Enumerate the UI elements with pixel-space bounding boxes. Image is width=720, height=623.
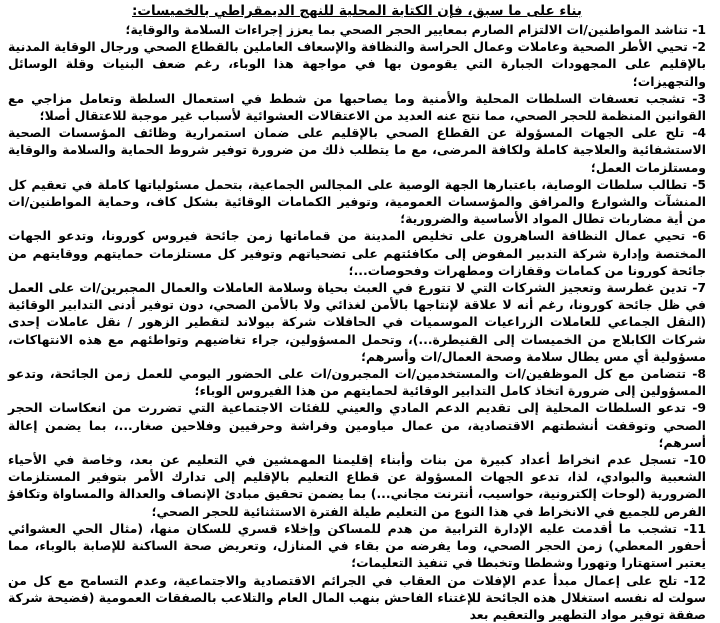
paragraph-5: 5- تطالب سلطات الوصاية، باعتبارها الجهة الوصية على المجالس الجماعية، بتحمل مسئولياتها كاملة في تعقيم كل المنشآت والشوارع والمرافق والمؤسسات العمومية، وتوفير الكمامات الوقائية بشكل كاف، وحماية المواطنين/ات من أية مضاربات تطال المواد الأساسية والضرورية؛ [8,176,706,228]
paragraph-2: 2- تحيي الأطر الصحية وعاملات وعمال الحراسة والنظافة والإسعاف العاملين بالقطاع الصحي ورجال الوقاية المدنية بالإقليم على المجهودات الجبارة التي يقومون بها في مواجهة هذا الوباء، رغم ضعف البنيات وقلة الوسائل والتجهيزات؛ [8,38,706,90]
paragraph-3: 3- تشجب تعسفات السلطات المحلية والأمنية وما يصاحبها من شطط في استعمال السلطة وتعامل مزاجي مع القوانين المنظمة للحجر الصحي، مما نتج عنه العديد من الاعتقالات العشوائية لأسباب غير موجبة للاعتقال أصلا؛ [8,90,706,124]
paragraph-12: 12- تلح على إعمال مبدأ عدم الإفلات من العقاب في الجرائم الاقتصادية والاجتماعية، وعدم التسامح مع كل من سولت له نفسه استغلال هذه الجائحة للإغتناء الفاحش بنهب المال العام والتلاعب بالصفقات العمومية (فضيحة شركة صفقة توفير مواد التطهير والتعقيم بعد [8,572,706,623]
paragraph-6: 6- تحيي عمال النظافة الساهرون على تخليص المدينة من قماماتها زمن جائحة فيروس كورونا، وتدعو الجهات المختصة وإدارة شركة التدبير المفوض إلى مكافئتهم على تضحياتهم وتوفير كل مستلزمات حمايتهم ووقايتهم من جائحة كورونا من كمامات وقفازات ومطهرات وفحوصات...؛ [8,227,706,279]
paragraph-4: 4- تلح على الجهات المسؤولة عن القطاع الصحي بالإقليم على ضمان استمرارية وظائف المؤسسات الصحية الاستشفائية والعلاجية كاملة ولكافة المرضى، مع ما يتطلب ذلك من ضرورة توفير شروط الحماية والسلامة والوقاية ومستلزمات العمل؛ [8,124,706,176]
paragraph-1: 1- تناشد المواطنين/ات الالتزام الصارم بمعايير الحجر الصحي بما يعزز إجراءات السلامة والوقاية؛ [8,21,706,38]
paragraph-9: 9- تدعو السلطات المحلية إلى تقديم الدعم المادي والعيني للفئات الاجتماعية التي تضررت من انعكاسات الحجر الصحي وتوقفت أنشطتهم الاقتصادية، من عمال مياومين وفراشة وحرفيين وفلاحين صغار...، بما يضمن إعالة أسرهم؛ [8,399,706,451]
paragraph-11: 11- تشجب ما أقدمت عليه الإدارة الترابية من هدم للمساكن وإخلاء قسري للسكان منها، (مثال الحي العشوائي أحفور المعطي) زمن الحجر الصحي، وما يفرضه من بقاء في المنازل، وتعريض صحة الساكنة للإصابة بالوباء، مما يعتبر استهتارا وتهورا وشططا وتخبطا في تنفيذ التعليمات؛ [8,520,706,572]
paragraph-7: 7- تدين غطرسة وتعجيز الشركات التي لا تتورع في العبث بحياة وسلامة العاملات والعمال المجبرين/ات على العمل في ظل جائحة كورونا، رغم أنه لا علاقة لإنتاجها بالأمن لغذائي ولا بالأمن الصحي، دون توفير أدنى التدابير الوقائية (النقل الجماعي للعاملات الزراعيات الموسميات في الحافلات شركة بيولاند لتقطير الزهور / نقل عاملات إحدى شركات الكابلاج من الخميسات إلى القنيطرة...)، وتحمل المسؤولين، جراء تغاضيهم وتواطئهم مع هذه الانتهاكات، مسؤولية أي مس يطال سلامة وصحة العمال/ات وأسرهم؛ [8,279,706,365]
paragraph-10: 10- تسجل عدم انخراط أعداد كبيرة من بنات وأبناء إقليمنا المهمشين في التعليم عن بعد، وخاصة في الأحياء الشعبية والبوادي، لذا، تدعو الجهات المسؤولة عن قطاع التعليم بالإقليم إلى تدارك الأمر بتوفير المستلزمات الضرورية (لوحات إلكترونية، حواسيب، أنترنت مجاني...) بما يضمن تحقيق مبادئ الإنصاف والعدالة والمساواة وتكافؤ الفرص للجميع في الانخراط في هذا النوع من التعليم طيلة الفترة الاستثنائية للحجر الصحي؛ [8,451,706,520]
document-heading: بناء على ما سبق، فإن الكتابة المحلية للنهج الديمقراطي بالخميسات: [8,2,706,20]
paragraph-8: 8- تتضامن مع كل الموظفين/ات والمستخدمين/ات المجبرون/ات على الحضور اليومي للعمل زمن الجائحة، وتدعو المسؤولين إلى ضرورة اتخاذ كامل التدابير الوقائية لحمايتهم من هذا الفيروس الوباء؛ [8,365,706,399]
